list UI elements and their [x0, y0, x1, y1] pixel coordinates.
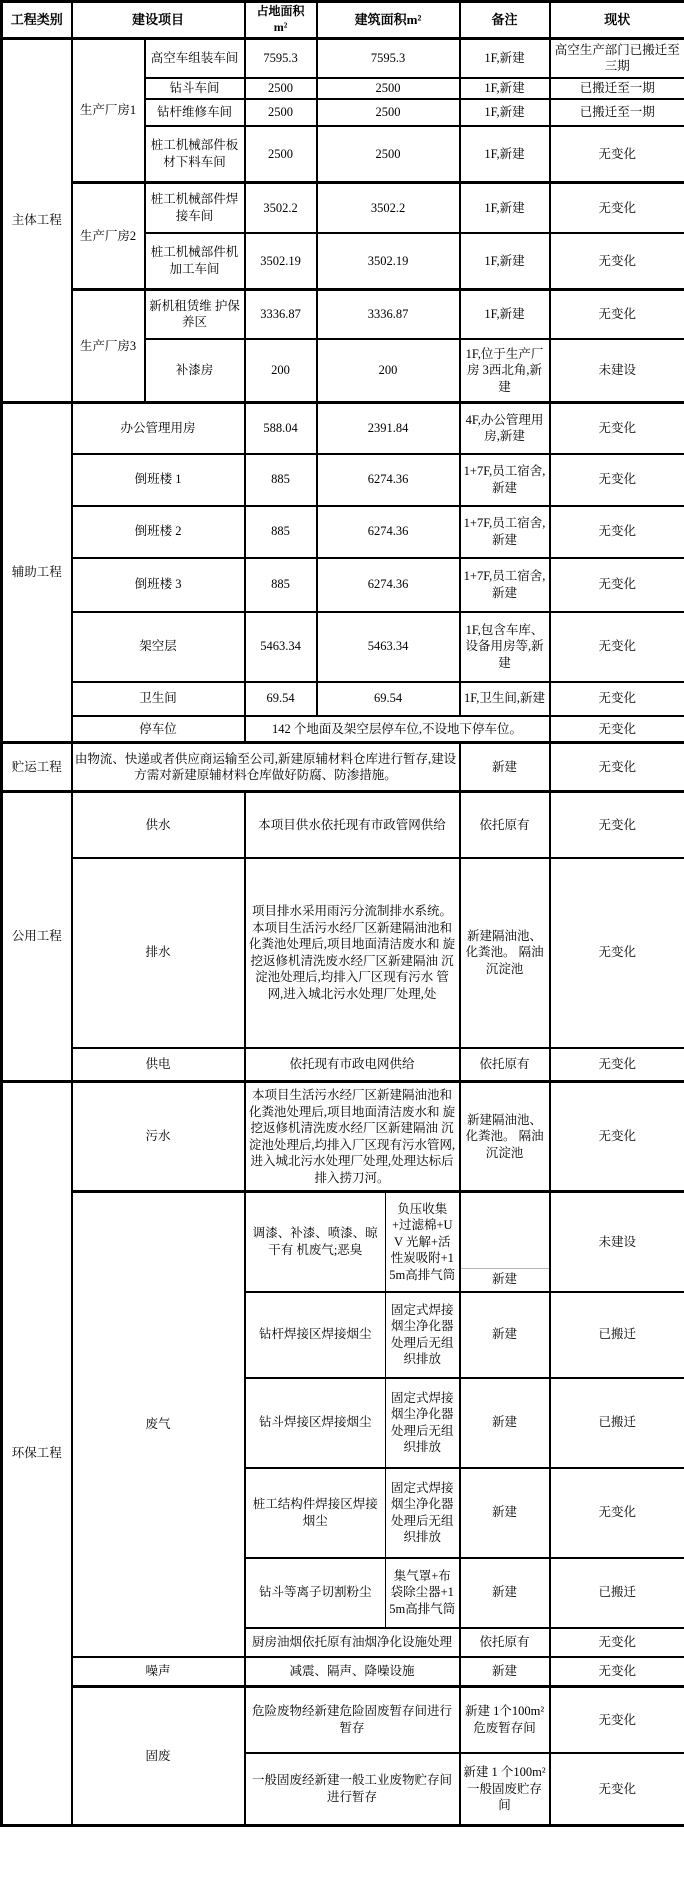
row-bangong-remark: 4F,办公管理用房,新建	[460, 403, 550, 454]
row-wushui-name: 污水	[72, 1082, 245, 1192]
header-project: 建设项目	[72, 2, 245, 39]
row-wushui-remark: 新建隔油池、化粪池。 隔油沉淀池	[460, 1082, 550, 1192]
header-remark: 备注	[460, 2, 550, 39]
row-buqi-remark: 1F,位于生产厂房 3西北角,新建	[460, 339, 550, 403]
header-land-area-unit: m²	[273, 19, 288, 34]
row-hanjie-remark: 1F,新建	[460, 183, 550, 233]
row-buqi-land: 200	[245, 339, 317, 403]
row-zaosheng-desc: 减震、隔声、降噪设施	[245, 1657, 460, 1687]
row-daoban3-status: 无变化	[550, 558, 684, 612]
header-category: 工程类别	[2, 2, 72, 39]
row-weld-zhuang-name: 桩工结构件焊接区焊接烟尘	[245, 1468, 386, 1558]
row-qiege-treatment: 集气罩+布袋除尘器+15m高排气筒	[386, 1558, 460, 1628]
row-gaokong-build: 7595.3	[317, 38, 460, 78]
row-zhuyun-status: 无变化	[550, 743, 684, 792]
row-bangong-status: 无变化	[550, 403, 684, 454]
header-building-area: 建筑面积m²	[317, 2, 460, 39]
row-bancai-land: 2500	[245, 126, 317, 183]
row-daoban1-build: 6274.36	[317, 454, 460, 506]
row-xinji-status: 无变化	[550, 290, 684, 339]
row-tingche-desc: 142 个地面及架空层停车位,不设地下停车位。	[245, 716, 550, 743]
row-buqi-name: 补漆房	[145, 339, 245, 403]
group-label-solid-waste: 固废	[72, 1687, 245, 1826]
row-bangong-name: 办公管理用房	[72, 403, 245, 454]
row-weisheng-build: 69.54	[317, 682, 460, 716]
section-label-auxiliary: 辅助工程	[2, 403, 72, 743]
row-tingche-status: 无变化	[550, 716, 684, 743]
row-zuandou-status: 已搬迁至一期	[550, 78, 684, 99]
row-buqi-status: 未建设	[550, 339, 684, 403]
row-weisheng-land: 69.54	[245, 682, 317, 716]
section-label-main: 主体工程	[2, 38, 72, 403]
row-daoban3-name: 倒班楼 3	[72, 558, 245, 612]
row-weisheng-remark: 1F,卫生间,新建	[460, 682, 550, 716]
row-daoban3-remark: 1+7F,员工宿舍,新建	[460, 558, 550, 612]
row-chufang-remark: 依托原有	[460, 1628, 550, 1657]
row-weixian-desc: 危险废物经新建危险固废暂存间进行暂存	[245, 1687, 460, 1753]
row-paishui-remark: 新建隔油池、化粪池。 隔油沉淀池	[460, 858, 550, 1048]
row-weld-zuangan-treatment: 固定式焊接烟尘净化器处理后无组织排放	[386, 1292, 460, 1378]
row-zaosheng-name: 噪声	[72, 1657, 245, 1687]
row-gongdian-name: 供电	[72, 1048, 245, 1082]
row-daoban1-land: 885	[245, 454, 317, 506]
row-paint-remark	[460, 1192, 550, 1292]
row-bangong-build: 2391.84	[317, 403, 460, 454]
row-paint-name: 调漆、补漆、喷漆、晾干有 机废气;恶臭	[245, 1192, 386, 1292]
row-jiajia-remark: 1F,新建	[460, 233, 550, 290]
row-gaokong-land: 7595.3	[245, 38, 317, 78]
row-bancai-status: 无变化	[550, 126, 684, 183]
row-hanjie-status: 无变化	[550, 183, 684, 233]
row-xinji-remark: 1F,新建	[460, 290, 550, 339]
row-jiajia-name: 桩工机械部件机加工车间	[145, 233, 245, 290]
row-bangong-land: 588.04	[245, 403, 317, 454]
row-weld-zhuang-remark: 新建	[460, 1468, 550, 1558]
row-paishui-name: 排水	[72, 858, 245, 1048]
header-land-area-text: 占地面积	[256, 4, 305, 18]
row-weld-zuangan-name: 钻杆焊接区焊接烟尘	[245, 1292, 386, 1378]
row-daoban3-build: 6274.36	[317, 558, 460, 612]
row-gongshui-remark: 依托原有	[460, 792, 550, 858]
row-wushui-desc: 本项目生活污水经厂区新建隔油池和 化粪池处理后,项目地面清洁废水和 旋挖返修机清洗废水经厂区新建隔油 沉淀池处理后,均排入厂区现有污水管网,进入城北污水处理厂处理,处理达标后排入捞刀河。	[245, 1082, 460, 1192]
group-label-waste-gas: 废气	[72, 1192, 245, 1657]
row-chufang-desc: 厨房油烟依托原有油烟净化设施处理	[245, 1628, 460, 1657]
row-daoban1-name: 倒班楼 1	[72, 454, 245, 506]
row-zaosheng-remark: 新建	[460, 1657, 550, 1687]
row-jiajia-build: 3502.19	[317, 233, 460, 290]
row-paishui-desc: 项目排水采用雨污分流制排水系统。 本项目生活污水经厂区新建隔油池和 化粪池处理后,项目地面清洁废水和 旋挖返修机清洗废水经厂区新建隔油 沉淀池处理后,均排入厂区现有污水 管网,进入城北污水处理厂处理,处	[245, 858, 460, 1048]
row-zuangan-status: 已搬迁至一期	[550, 99, 684, 126]
row-jiakong-remark: 1F,包含车库、设备用房等,新建	[460, 612, 550, 682]
row-daoban2-build: 6274.36	[317, 506, 460, 558]
row-zuangan-land: 2500	[245, 99, 317, 126]
row-zhuyun-remark: 新建	[460, 743, 550, 792]
row-paint-treatment: 负压收集+过滤棉+UV 光解+活性炭吸附+15m高排气筒	[386, 1192, 460, 1292]
row-daoban2-status: 无变化	[550, 506, 684, 558]
row-jiakong-build: 5463.34	[317, 612, 460, 682]
row-gongshui-status: 无变化	[550, 792, 684, 858]
row-weld-zuandou-remark: 新建	[460, 1378, 550, 1468]
row-weisheng-name: 卫生间	[72, 682, 245, 716]
row-weld-zuandou-status: 已搬迁	[550, 1378, 684, 1468]
row-hanjie-land: 3502.2	[245, 183, 317, 233]
row-zuangan-build: 2500	[317, 99, 460, 126]
row-gaokong-remark: 1F,新建	[460, 38, 550, 78]
row-gaokong-status: 高空生产部门已搬迁至三期	[550, 38, 684, 78]
row-paishui-status: 无变化	[550, 858, 684, 1048]
row-paint-status: 未建设	[550, 1192, 684, 1292]
row-gongdian-status: 无变化	[550, 1048, 684, 1082]
row-yiban-status: 无变化	[550, 1753, 684, 1826]
row-daoban1-remark: 1+7F,员工宿舍,新建	[460, 454, 550, 506]
row-tingche-name: 停车位	[72, 716, 245, 743]
row-zuandou-remark: 1F,新建	[460, 78, 550, 99]
row-zaosheng-status: 无变化	[550, 1657, 684, 1687]
section-label-storage: 贮运工程	[2, 743, 72, 792]
row-zuandou-name: 钻斗车间	[145, 78, 245, 99]
row-xinji-build: 3336.87	[317, 290, 460, 339]
row-bancai-name: 桩工机械部件板材下料车间	[145, 126, 245, 183]
row-qiege-status: 已搬迁	[550, 1558, 684, 1628]
row-gongshui-desc: 本项目供水依托现有市政管网供给	[245, 792, 460, 858]
row-weixian-remark: 新建 1个100m²危废暂存间	[460, 1687, 550, 1753]
row-weld-zhuang-status: 无变化	[550, 1468, 684, 1558]
row-qiege-name: 钻斗等离子切割粉尘	[245, 1558, 386, 1628]
row-bancai-remark: 1F,新建	[460, 126, 550, 183]
row-bancai-build: 2500	[317, 126, 460, 183]
row-daoban1-status: 无变化	[550, 454, 684, 506]
row-weld-zuandou-name: 钻斗焊接区焊接烟尘	[245, 1378, 386, 1468]
row-yiban-desc: 一般固废经新建一般工业废物贮存间 进行暂存	[245, 1753, 460, 1826]
row-wushui-status: 无变化	[550, 1082, 684, 1192]
group-label-workshop3: 生产厂房3	[72, 290, 145, 403]
row-hanjie-build: 3502.2	[317, 183, 460, 233]
row-weld-zuangan-status: 已搬迁	[550, 1292, 684, 1378]
row-paint-remark-empty	[461, 1193, 549, 1269]
row-qiege-remark: 新建	[460, 1558, 550, 1628]
row-weisheng-status: 无变化	[550, 682, 684, 716]
row-hanjie-name: 桩工机械部件焊接车间	[145, 183, 245, 233]
row-chufang-status: 无变化	[550, 1628, 684, 1657]
header-status: 现状	[550, 2, 684, 39]
row-jiakong-status: 无变化	[550, 612, 684, 682]
row-zuandou-build: 2500	[317, 78, 460, 99]
row-jiakong-land: 5463.34	[245, 612, 317, 682]
section-label-environment: 环保工程	[2, 1082, 72, 1826]
row-buqi-build: 200	[317, 339, 460, 403]
row-daoban2-land: 885	[245, 506, 317, 558]
row-weld-zhuang-treatment: 固定式焊接烟尘净化器处理后无组织排放	[386, 1468, 460, 1558]
row-yiban-remark: 新建 1 个100m²一般固废贮存间	[460, 1753, 550, 1826]
row-zuangan-remark: 1F,新建	[460, 99, 550, 126]
row-gongdian-desc: 依托现有市政电网供给	[245, 1048, 460, 1082]
row-gongshui-name: 供水	[72, 792, 245, 858]
header-land-area	[245, 2, 317, 39]
row-gongdian-remark: 依托原有	[460, 1048, 550, 1082]
group-label-workshop2: 生产厂房2	[72, 183, 145, 290]
row-daoban3-land: 885	[245, 558, 317, 612]
row-gaokong-name: 高空车组装车间	[145, 38, 245, 78]
row-paint-remark-text: 新建	[492, 1272, 518, 1287]
row-daoban2-name: 倒班楼 2	[72, 506, 245, 558]
row-zuangan-name: 钻杆维修车间	[145, 99, 245, 126]
row-weld-zuangan-remark: 新建	[460, 1292, 550, 1378]
row-weixian-status: 无变化	[550, 1687, 684, 1753]
section-label-utility: 公用工程	[2, 792, 72, 1082]
row-xinji-name: 新机租赁维 护保养区	[145, 290, 245, 339]
row-jiajia-status: 无变化	[550, 233, 684, 290]
row-zuandou-land: 2500	[245, 78, 317, 99]
row-daoban2-remark: 1+7F,员工宿舍,新建	[460, 506, 550, 558]
row-jiakong-name: 架空层	[72, 612, 245, 682]
group-label-workshop1: 生产厂房1	[72, 38, 145, 183]
row-zhuyun-desc: 由物流、快递或者供应商运输至公司,新建原辅材料仓库进行暂存,建设方需对新建原辅材料仓库做好防腐、防渗措施。	[72, 743, 460, 792]
row-weld-zuandou-treatment: 固定式焊接烟尘净化器处理后无组织排放	[386, 1378, 460, 1468]
row-jiajia-land: 3502.19	[245, 233, 317, 290]
row-xinji-land: 3336.87	[245, 290, 317, 339]
